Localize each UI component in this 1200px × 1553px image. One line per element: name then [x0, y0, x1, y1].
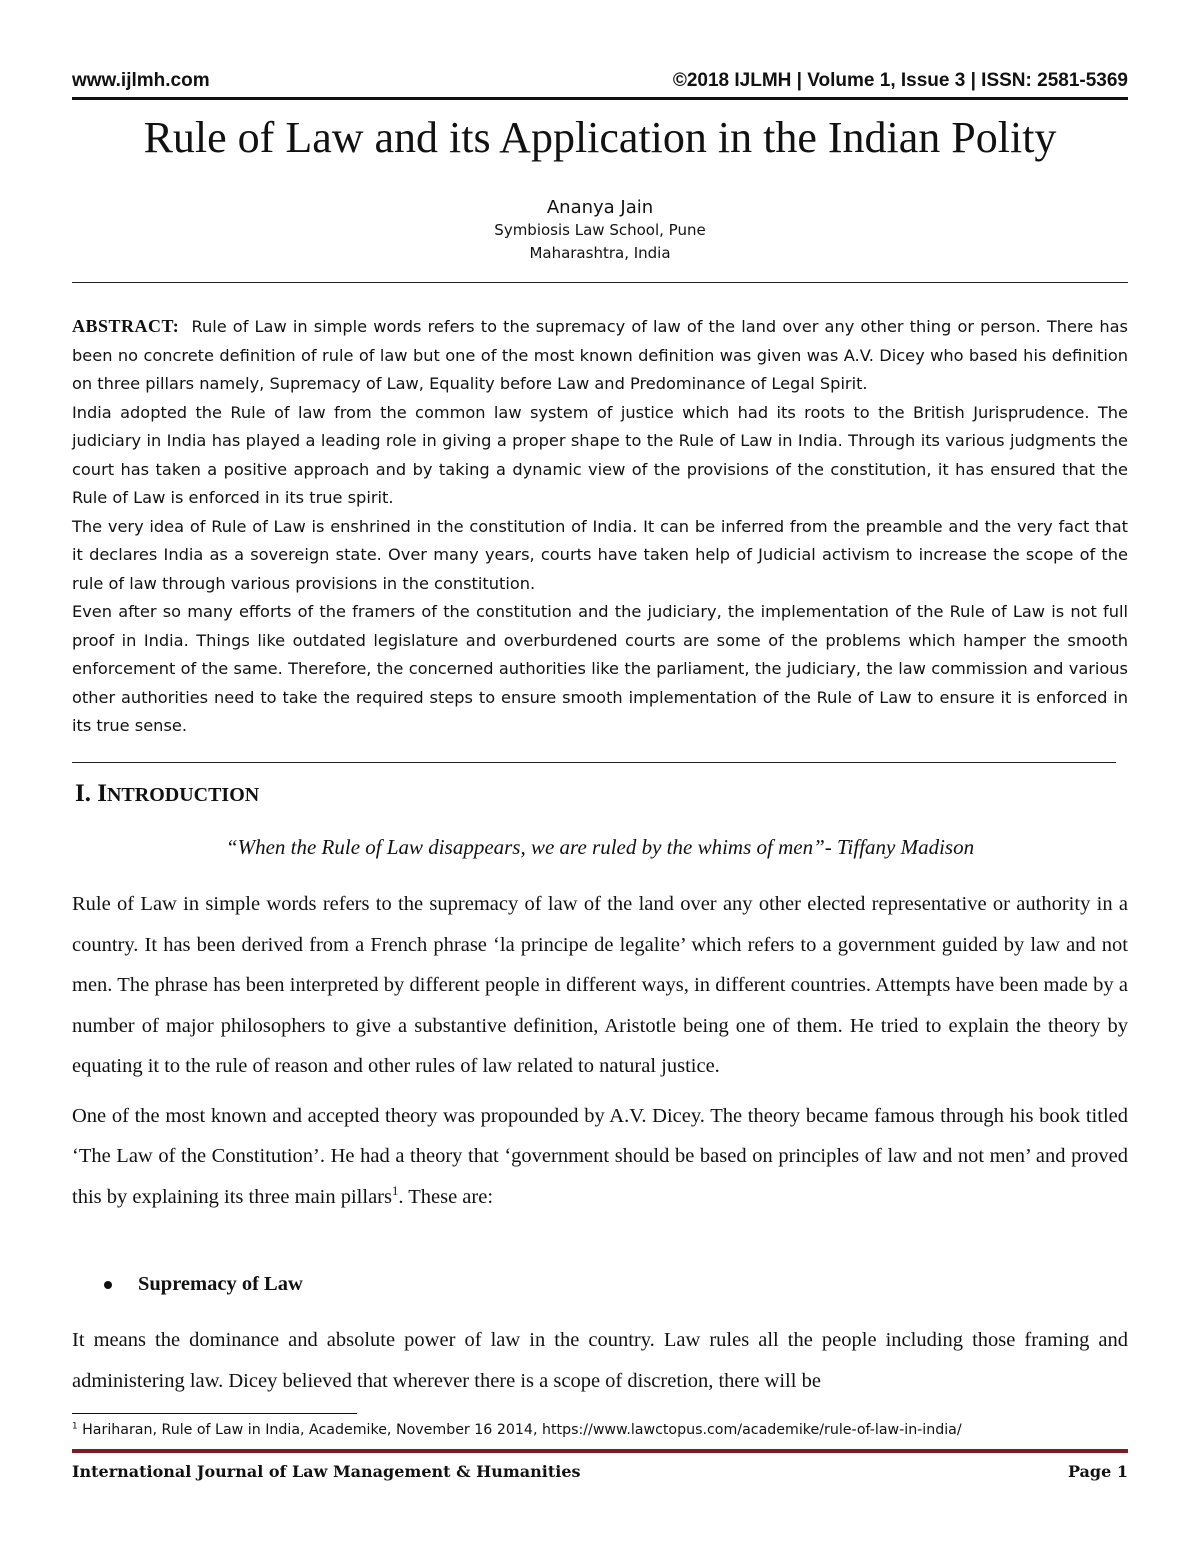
body-text-continued: [72, 1320, 1128, 1401]
author-rule: [72, 282, 1128, 283]
footer-journal: International Journal of Law Management & Humanities: [72, 1462, 581, 1481]
abstract-p4: Even after so many efforts of the framers of the constitution and the judiciary, the implementation of the Rule of Law is not full proof in India. Things like outdated legislature and overburdened courts are some of the problems which hamper the smooth enforcement of the same. Therefore, the concerned authorities like the parliament, the judiciary, the law commission and various other authorities need to take the required steps to ensure smooth implementation of the Rule of Law to ensure it is enforced in its true sense.: [72, 602, 1128, 735]
journal-info: ©2018 IJLMH | Volume 1, Issue 3 | ISSN: 2581-5369: [672, 70, 1128, 91]
abstract-end-rule: [72, 762, 1116, 763]
bullet-label: Supremacy of Law: [138, 1273, 303, 1295]
section-title-rest: NTRODUCTION: [106, 784, 260, 806]
epigraph-quote: “When the Rule of Law disappears, we are ruled by the whims of men”- Tiffany Madison: [225, 835, 975, 859]
body-p2-text: One of the most known and accepted theory was propounded by A.V. Dicey. The theory became famous through his book titled ‘The Law of the Constitution’. He had a theory that ‘government should be based on principles of law and not men’ and proved this by explaining its three main pillars: [72, 1104, 1128, 1208]
abstract-label: ABSTRACT:: [72, 316, 180, 336]
footnote-marker: 1: [72, 1421, 78, 1432]
page-number: Page 1: [1067, 1462, 1128, 1481]
body-text: [72, 884, 1128, 1226]
website-link[interactable]: www.ijlmh.com: [72, 70, 210, 91]
abstract-p1: Rule of Law in simple words refers to the supremacy of law of the land over any other thing or person. There has been no concrete definition of rule of law but one of the most known definition was given was A.V. Dicey who based his definition on three pillars namely, Supremacy of Law, Equality before Law and Predominance of Legal Spirit.: [72, 317, 1128, 393]
footnote-ref[interactable]: 1: [391, 1183, 399, 1198]
author-location: Maharashtra, India: [529, 244, 671, 262]
abstract-paragraph: [72, 312, 1128, 399]
section-heading: [75, 780, 259, 808]
section-number: I.: [75, 780, 91, 807]
running-header: [72, 70, 1128, 96]
abstract: [72, 312, 1128, 741]
bullet-dot-icon: [104, 1281, 112, 1289]
footnote-text: Hariharan, Rule of Law in India, Academike, November 16 2014, https://www.lawctopus.com/academike/rule-of-law-in-india/: [77, 1422, 962, 1438]
footnote: [72, 1422, 1128, 1438]
abstract-p3: The very idea of Rule of Law is enshrined in the constitution of India. It can be inferred from the preamble and the very fact that it declares India as a sovereign state. Over many years, courts have taken help of Judicial activism to increase the scope of the rule of law through various provisions in the constitution.: [72, 516, 1128, 593]
body-p2: [72, 1096, 1128, 1218]
body-p3: It means the dominance and absolute power of law in the country. Law rules all the people including those framing and administering law. Dicey believed that wherever there is a scope of discretion, there will be: [72, 1329, 1128, 1392]
abstract-p2: India adopted the Rule of law from the common law system of justice which had its roots to the British Jurisprudence. The judiciary in India has played a leading role in giving a proper shape to the Rule of Law in India. Through its various judgments the court has taken a positive approach and by taking a dynamic view of the provisions of the constitution, it has ensured that the Rule of Law is enforced in its true spirit.: [72, 402, 1128, 507]
author-name: Ananya Jain: [546, 197, 654, 218]
paper-title: Rule of Law and its Application in the Indian Polity: [143, 113, 1057, 162]
body-p2-end: . These are:: [398, 1185, 494, 1208]
footer-rule: [72, 1449, 1128, 1453]
footnote-rule: [72, 1413, 357, 1414]
body-p1: Rule of Law in simple words refers to the supremacy of law of the land over any other elected representative or authority in a country. It has been derived from a French phrase ‘la principe de legalite’ which refers to a government guided by law and not men. The phrase has been interpreted by different people in different ways, in different countries. Attempts have been made by a number of major philosophers to give a substantive definition, Aristotle being one of them. He tried to explain the theory by equating it to the rule of reason and other rules of law related to natural justice.: [72, 893, 1128, 1077]
author-affiliation: Symbiosis Law School, Pune: [494, 221, 706, 239]
section-initial: I: [97, 780, 107, 807]
header-rule: [72, 97, 1128, 100]
bullet-item: [104, 1273, 303, 1296]
